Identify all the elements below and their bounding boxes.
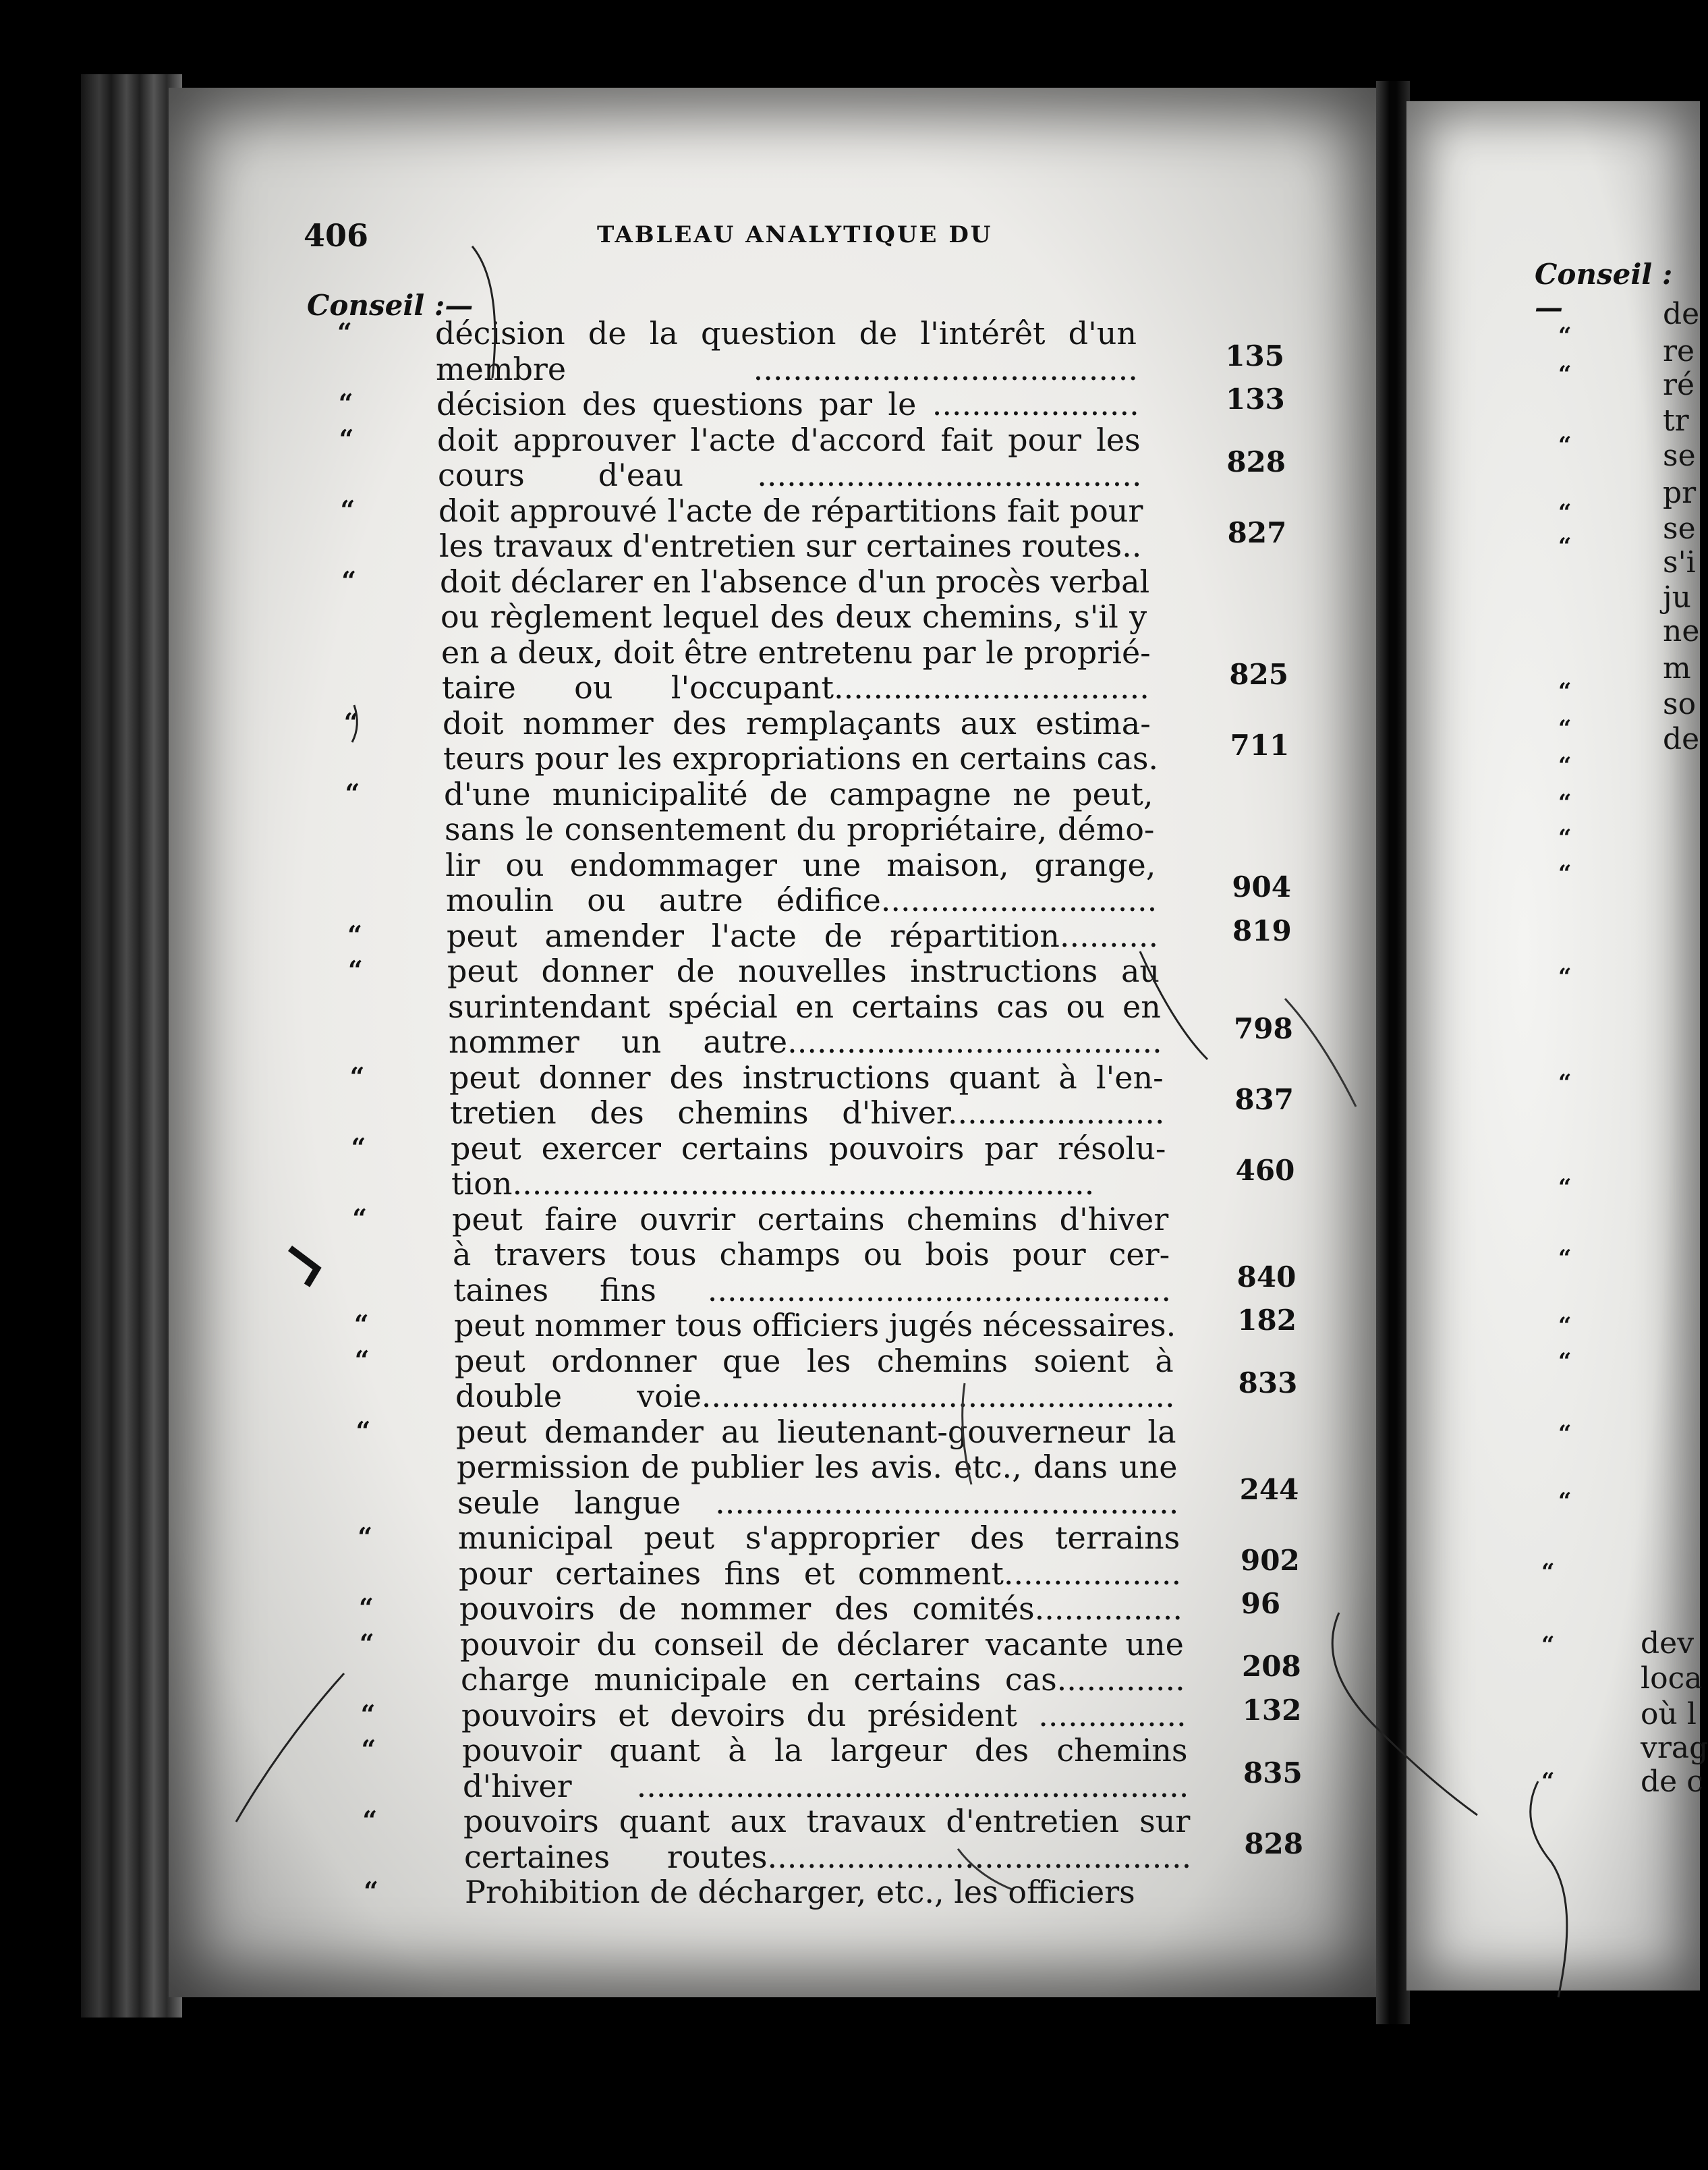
- entry-line: cours d'eau .......................................: [438, 457, 1142, 493]
- entry-line: pouvoir quant à la largeur des chemins: [462, 1732, 1188, 1769]
- right-ditto-mark: “: [1541, 1632, 1555, 1659]
- ditto-mark: “: [354, 1344, 370, 1375]
- page-reference: 840: [1236, 1260, 1297, 1293]
- right-page-fragment: de: [1663, 297, 1700, 331]
- right-ditto-mark: “: [1558, 323, 1572, 350]
- page-number: 406: [304, 217, 369, 254]
- page-reference: 902: [1241, 1543, 1300, 1577]
- right-ditto-mark: “: [1558, 752, 1572, 779]
- entry-line: les travaux d'entretien sur certaines routes..: [439, 528, 1142, 564]
- right-page-fragment: pr: [1663, 476, 1697, 510]
- page-reference: 208: [1242, 1650, 1301, 1683]
- right-ditto-mark: “: [1541, 1768, 1555, 1795]
- entry-line: doit déclarer en l'absence d'un procès verbal: [440, 563, 1150, 600]
- ditto-mark: “: [338, 388, 353, 418]
- right-ditto-mark: “: [1558, 533, 1572, 560]
- page-reference: 819: [1232, 914, 1292, 947]
- right-ditto-mark: “: [1558, 678, 1572, 705]
- right-page-fragment: tr: [1663, 404, 1689, 438]
- right-ditto-mark: “: [1558, 860, 1572, 887]
- book-gutter: [1376, 81, 1410, 2024]
- page-reference: 828: [1226, 445, 1286, 478]
- entry-line: membre .......................................: [436, 350, 1138, 387]
- right-page-fragment: de: [1663, 722, 1700, 756]
- ditto-mark: “: [355, 1415, 371, 1446]
- page-reference: 833: [1238, 1366, 1298, 1399]
- page-reference: 711: [1230, 729, 1290, 762]
- right-ditto-mark: “: [1558, 825, 1572, 852]
- right-page-fragment: so: [1663, 687, 1697, 721]
- entry-line: pouvoirs quant aux travaux d'entretien sur: [463, 1803, 1191, 1839]
- right-page-fragment: s'i: [1663, 545, 1696, 580]
- entry-line: surintendant spécial en certains cas ou en: [448, 988, 1161, 1025]
- entry-line: moulin ou autre édifice............................: [446, 882, 1158, 918]
- entry-line: décision de la question de l'intérêt d'un: [435, 315, 1137, 352]
- entry-line: en a deux, doit être entretenu par le proprié-: [441, 634, 1151, 671]
- book-page-edges: [81, 74, 182, 2018]
- entry-line: à travers tous champs ou bois pour cer-: [453, 1236, 1170, 1273]
- ditto-mark: “: [349, 1061, 365, 1092]
- right-ditto-mark: “: [1558, 1420, 1572, 1447]
- ditto-mark: “: [347, 919, 362, 950]
- right-page-fragment: où l: [1641, 1697, 1697, 1731]
- page-reference: 135: [1225, 339, 1284, 372]
- ditto-mark: “: [360, 1698, 376, 1729]
- right-page-fragment: ju: [1663, 580, 1691, 615]
- page-reference: 837: [1234, 1083, 1294, 1116]
- page-reference: 825: [1229, 658, 1288, 691]
- entry-line: doit approuver l'acte d'accord fait pour les: [437, 421, 1141, 458]
- page-reference: 828: [1244, 1827, 1303, 1860]
- entry-line: taire ou l'occupant................................: [442, 669, 1149, 706]
- entry-line: charge municipale en certains cas.............: [461, 1661, 1185, 1698]
- entry-line: teurs pour les expropriations en certains cas.: [443, 740, 1159, 777]
- entry-line: peut demander au lieutenant-gouverneur la: [456, 1413, 1176, 1450]
- entry-line: doit approuvé l'acte de répartitions fait pour: [438, 492, 1143, 529]
- right-ditto-mark: “: [1558, 1488, 1572, 1515]
- right-ditto-mark: “: [1558, 1348, 1572, 1375]
- ditto-mark: “: [359, 1628, 374, 1659]
- ditto-mark: “: [352, 1202, 368, 1233]
- entry-line: permission de publier les avis. etc., dans une: [457, 1449, 1178, 1485]
- ditto-mark: “: [341, 565, 357, 596]
- right-ditto-mark: “: [1558, 789, 1572, 816]
- ditto-mark: “: [340, 494, 355, 525]
- entry-line: double voie................................................: [455, 1378, 1175, 1414]
- ditto-mark: “: [351, 1132, 366, 1163]
- right-ditto-mark: “: [1558, 361, 1572, 388]
- right-page-fragment: ne: [1663, 614, 1700, 648]
- right-page-fragment: m: [1663, 651, 1691, 686]
- right-ditto-mark: “: [1558, 499, 1572, 526]
- right-ditto-mark: “: [1558, 1312, 1572, 1339]
- ditto-mark: “: [358, 1522, 373, 1552]
- ditto-mark: “: [359, 1592, 374, 1623]
- right-page-fragment: se: [1663, 511, 1696, 546]
- right-section-label: Conseil :—: [1535, 258, 1673, 324]
- entry-line: peut nommer tous officiers jugés nécessaires.: [454, 1307, 1176, 1343]
- page-reference: 827: [1227, 516, 1287, 549]
- right-ditto-mark: “: [1558, 1174, 1572, 1201]
- entry-line: peut amender l'acte de répartition..........: [447, 917, 1159, 954]
- ditto-mark: “: [361, 1734, 376, 1764]
- right-page-fragment: dev: [1641, 1626, 1695, 1661]
- ditto-mark: “: [337, 317, 352, 347]
- right-ditto-mark: “: [1558, 1069, 1572, 1096]
- ditto-mark: “: [343, 706, 359, 738]
- page-reference: 460: [1235, 1154, 1295, 1187]
- entry-line: peut faire ouvrir certains chemins d'hiver: [452, 1200, 1169, 1237]
- entry-line: sans le consentement du propriétaire, démo-: [445, 811, 1155, 847]
- section-label: Conseil :—: [307, 289, 474, 322]
- ditto-mark: “: [353, 1309, 369, 1339]
- entry-line: peut donner des instructions quant à l'en-: [449, 1059, 1164, 1096]
- right-page-fragment: ré: [1663, 368, 1695, 402]
- entry-line: taines fins ...............................................: [453, 1271, 1171, 1308]
- entry-line: municipal peut s'approprier des terrains: [458, 1520, 1180, 1556]
- running-head: TABLEAU ANALYTIQUE DU: [597, 221, 993, 248]
- ditto-mark: “: [364, 1876, 378, 1906]
- entry-line: peut donner de nouvelles instructions au: [447, 953, 1160, 989]
- entry-line: tion...........................................................: [451, 1165, 1095, 1202]
- entry-line: pouvoirs et devoirs du président ...............: [461, 1696, 1187, 1733]
- entry-line: pouvoirs de nommer des comités...............: [459, 1590, 1183, 1627]
- ditto-mark: “: [348, 955, 363, 985]
- entry-line: doit nommer des remplaçants aux estima-: [443, 704, 1151, 742]
- page-reference: 798: [1234, 1012, 1293, 1045]
- entry-line: tretien des chemins d'hiver......................: [450, 1094, 1165, 1131]
- page-reference: 182: [1237, 1304, 1297, 1337]
- right-page-fragment: vrag: [1641, 1731, 1708, 1765]
- right-page-fragment: se: [1663, 439, 1696, 473]
- right-page-fragment: re: [1663, 334, 1695, 368]
- entry-line: d'une municipalité de campagne ne peut,: [444, 775, 1154, 812]
- right-ditto-mark: “: [1558, 432, 1572, 459]
- right-ditto-mark: “: [1541, 1559, 1555, 1586]
- entry-line: peut ordonner que les chemins soient à: [455, 1342, 1174, 1379]
- page-reference: 835: [1243, 1756, 1303, 1789]
- page-reference: 96: [1241, 1587, 1281, 1620]
- entry-line: nommer un autre......................................: [449, 1024, 1162, 1060]
- page-reference: 904: [1232, 870, 1291, 903]
- entry-line: pour certaines fins et comment..................: [459, 1555, 1182, 1592]
- page-reference: 244: [1239, 1472, 1299, 1506]
- ditto-mark: “: [345, 777, 360, 808]
- entry-line: d'hiver ........................................................: [463, 1767, 1189, 1804]
- entry-line: certaines routes...........................................: [464, 1838, 1192, 1875]
- right-ditto-mark: “: [1558, 715, 1572, 742]
- entry-line: peut exercer certains pouvoirs par résolu-: [451, 1130, 1166, 1167]
- ditto-mark: “: [362, 1805, 378, 1835]
- entry-line: lir ou endommager une maison, grange,: [445, 846, 1156, 883]
- entry-line: décision des questions par le .....................: [436, 386, 1139, 422]
- entry-line: seule langue ...............................................: [457, 1484, 1179, 1521]
- page-reference: 132: [1242, 1693, 1302, 1727]
- entry-line: ou règlement lequel des deux chemins, s'il y: [440, 599, 1147, 635]
- page-reference: 133: [1226, 383, 1285, 416]
- entry-line: pouvoir du conseil de déclarer vacante une: [460, 1625, 1184, 1663]
- ditto-mark: “: [339, 423, 354, 454]
- entry-line: Prohibition de décharger, etc., les officiers: [465, 1874, 1135, 1910]
- right-page-fragment: loca: [1641, 1661, 1703, 1696]
- right-page-fragment: de c: [1641, 1764, 1703, 1799]
- right-ditto-mark: “: [1558, 964, 1572, 991]
- right-ditto-mark: “: [1558, 1245, 1572, 1272]
